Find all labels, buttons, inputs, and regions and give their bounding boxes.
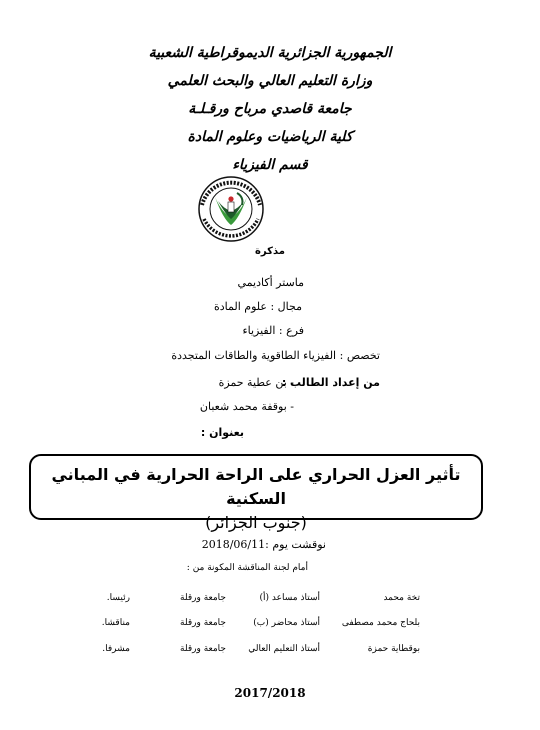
field-text: مجال : علوم المادة	[213, 300, 302, 313]
header-faculty: كلية الرياضيات وعلوم المادة	[187, 129, 353, 145]
committee-member-institution: جامعة ورقلة	[180, 618, 226, 628]
committee-member-name: تخة محمد	[383, 593, 420, 603]
specialty-text: تخصص : الفيزياء الطاقوية والطاقات المتجددة	[171, 349, 380, 362]
student-2-name: - بوقفة محمد شعبان	[199, 400, 294, 413]
header-ministry: وزارة التعليم العالي والبحث العلمي	[167, 73, 373, 89]
header-republic: الجمهورية الجزائرية الديموقراطية الشعبية	[148, 45, 392, 61]
committee-member-rank: أستاذ التعليم العالي	[248, 644, 320, 654]
committee-member-rank: أستاذ محاضر (ب)	[253, 618, 320, 628]
committee-member-role: مشرفا.	[102, 644, 130, 654]
committee-member-role: مناقشا.	[101, 618, 130, 628]
committee-member-name: بوقطاية حمزة	[367, 644, 420, 654]
university-seal-icon	[188, 175, 274, 243]
committee-label: أمام لجنة المناقشة المكونة من :	[186, 563, 308, 573]
degree-text: ماستر أكاديمي	[237, 276, 304, 289]
thesis-title-box	[29, 454, 483, 532]
academic-year: 2017/2018	[234, 686, 306, 700]
committee-member-name: بلحاج محمد مصطفى	[341, 618, 420, 628]
student-1-name: - بن عطية حمزة	[218, 376, 294, 389]
defense-date: نوقشت يوم :2018/06/11	[201, 538, 326, 551]
committee-member-institution: جامعة ورقلة	[180, 593, 226, 603]
committee-member-institution: جامعة ورقلة	[180, 644, 226, 654]
thesis-subtitle: (جنوب الجزائر)	[205, 513, 307, 532]
header-department: قسم الفيزياء	[232, 157, 308, 173]
prepared-by-label: من إعداد الطالب :	[281, 376, 380, 389]
branch-text: فرع : الفيزياء	[242, 324, 304, 337]
committee-member-role: رئيسا.	[106, 593, 130, 603]
title-label: بعنوان :	[200, 426, 244, 439]
header-university: جامعة قاصدي مرباح ورقـلـة	[188, 101, 352, 117]
committee-member-rank: أستاذ مساعد (أ)	[259, 593, 320, 603]
memo-label: مذكرة	[255, 246, 285, 257]
thesis-title: تأثير العزل الحراري على الراحة الحرارية في المباني السكنية	[51, 465, 461, 508]
